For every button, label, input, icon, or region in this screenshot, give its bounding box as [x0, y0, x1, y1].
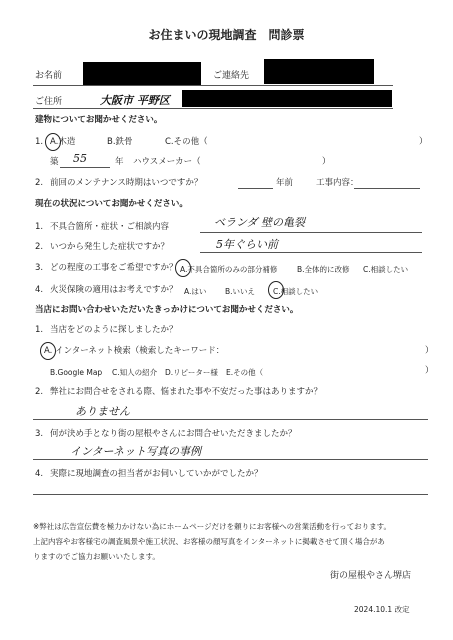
- q2-year-label: 年前: [276, 178, 294, 188]
- building-option-other-close: ）: [419, 137, 428, 147]
- building-option-wood[interactable]: A.木造: [50, 137, 76, 147]
- trigger-q3: 何が決め手となり街の屋根やさんにお問合せいただきましたか？: [50, 429, 297, 439]
- q2-work-underline: [354, 188, 420, 189]
- building-option-other[interactable]: C.その他（: [165, 137, 208, 147]
- building-q1-num: 1.: [35, 137, 44, 147]
- trigger-q1-option-c[interactable]: C.知人の紹介: [112, 368, 158, 377]
- current-q1-num: 1.: [35, 222, 44, 232]
- building-q2-num: 2.: [35, 178, 44, 188]
- current-q3: どの程度の工事をご希望ですか？: [50, 263, 178, 273]
- trigger-q1-option-e-close: ）: [425, 366, 434, 376]
- trigger-q4-underline: [33, 494, 428, 495]
- q2-work-label: 工事内容：: [316, 178, 359, 188]
- current-q3-num: 3.: [35, 263, 44, 273]
- trigger-q3-answer: インターネット写真の事例: [70, 445, 202, 458]
- address-underline: [33, 108, 393, 109]
- q2-year-underline: [238, 188, 273, 189]
- building-option-steel[interactable]: B.鉄骨: [107, 137, 133, 147]
- address-label: ご住所: [35, 97, 63, 107]
- trigger-q1-num: 1.: [35, 325, 44, 335]
- name-label: お名前: [35, 71, 63, 81]
- current-q2: いつから発生した症状ですか？: [50, 242, 170, 252]
- footer-note-line3: りますのでご協力お願いいたします。: [33, 552, 160, 561]
- contact-redaction: [264, 59, 374, 84]
- trigger-q2-num: 2.: [35, 387, 44, 397]
- current-q2-answer: 5年ぐらい前: [216, 238, 278, 251]
- trigger-q2-answer: ありません: [75, 405, 130, 418]
- footer-note-line1: ※弊社は広告宣伝費を極力かけない為にホームページだけを頼りにお客様への営業活動を行っております。: [33, 522, 392, 531]
- contact-label: ご連絡先: [213, 71, 250, 81]
- trigger-q2-underline: [33, 419, 428, 420]
- current-q4-num: 4.: [35, 285, 44, 295]
- name-underline: [33, 85, 393, 86]
- current-q2-underline: [200, 252, 422, 253]
- page-title: お住まいの現地調査 問診票: [148, 28, 305, 42]
- trigger-q3-num: 3.: [35, 429, 44, 439]
- trigger-q1: 当店をどのように探しましたか？: [50, 325, 178, 335]
- trigger-q4-num: 4.: [35, 469, 44, 479]
- age-underline: [60, 167, 110, 168]
- trigger-q4: 実際に現地調査の担当者がお伺いしていかがでしたか？: [50, 469, 263, 479]
- trigger-q1-option-b[interactable]: B.Google Map: [50, 368, 103, 377]
- shop-name: 街の屋根やさん堺店: [330, 571, 412, 581]
- age-handwritten: 55: [73, 152, 87, 165]
- address-handwritten: 大阪市 平野区: [100, 94, 170, 107]
- footer-note-line2: 上記内容やお客様宅の調査風景や施工状況、お客様の顔写真をインターネットに掲載させて頂く場合があ: [33, 537, 385, 546]
- trigger-q1-option-a-close: ）: [425, 346, 434, 356]
- name-redaction: [83, 62, 201, 85]
- trigger-q3-underline: [33, 459, 428, 460]
- maker-close: ）: [322, 157, 331, 167]
- current-q4-option-c[interactable]: C.相談したい: [273, 287, 319, 296]
- current-q3-option-a[interactable]: A.不具合箇所のみの部分補修: [180, 265, 278, 274]
- current-q4: 火災保険の適用はお考えですか？: [50, 285, 178, 295]
- current-q1: 不具合箇所・症状・ご相談内容: [50, 222, 170, 232]
- trigger-q1-option-d[interactable]: D.リピーター様: [165, 368, 218, 377]
- trigger-q2: 弊社にお問合せをされる際、悩まれた事や不安だった事はありますか？: [50, 387, 323, 397]
- trigger-q1-option-a[interactable]: A. インターネット検索（検索したキーワード：: [44, 346, 225, 356]
- current-heading: 現在の状況についてお聞かせください。: [35, 199, 188, 209]
- building-q2: 前回のメンテナンス時期はいつですか？: [50, 178, 203, 188]
- address-redaction: [182, 90, 392, 107]
- age-prefix: 築: [50, 157, 59, 167]
- current-q1-answer: ベランダ 壁の亀裂: [214, 216, 306, 229]
- building-heading: 建物についてお聞かせください。: [35, 115, 163, 125]
- current-q4-option-a[interactable]: A.はい: [184, 287, 207, 296]
- trigger-heading: 当店にお問い合わせいただいたきっかけについてお聞かせください。: [35, 305, 299, 315]
- age-suffix: 年: [115, 157, 124, 167]
- maker-label: ハウスメーカー（: [133, 157, 201, 167]
- revision-date: 2024.10.1 改定: [354, 605, 410, 614]
- current-q2-num: 2.: [35, 242, 44, 252]
- current-q1-underline: [200, 232, 422, 233]
- trigger-q1-option-e[interactable]: E.その他（: [226, 368, 264, 377]
- current-q3-option-c[interactable]: C.相談したい: [363, 265, 409, 274]
- current-q3-option-b[interactable]: B.全体的に改修: [297, 265, 350, 274]
- current-q4-option-b[interactable]: B.いいえ: [225, 287, 256, 296]
